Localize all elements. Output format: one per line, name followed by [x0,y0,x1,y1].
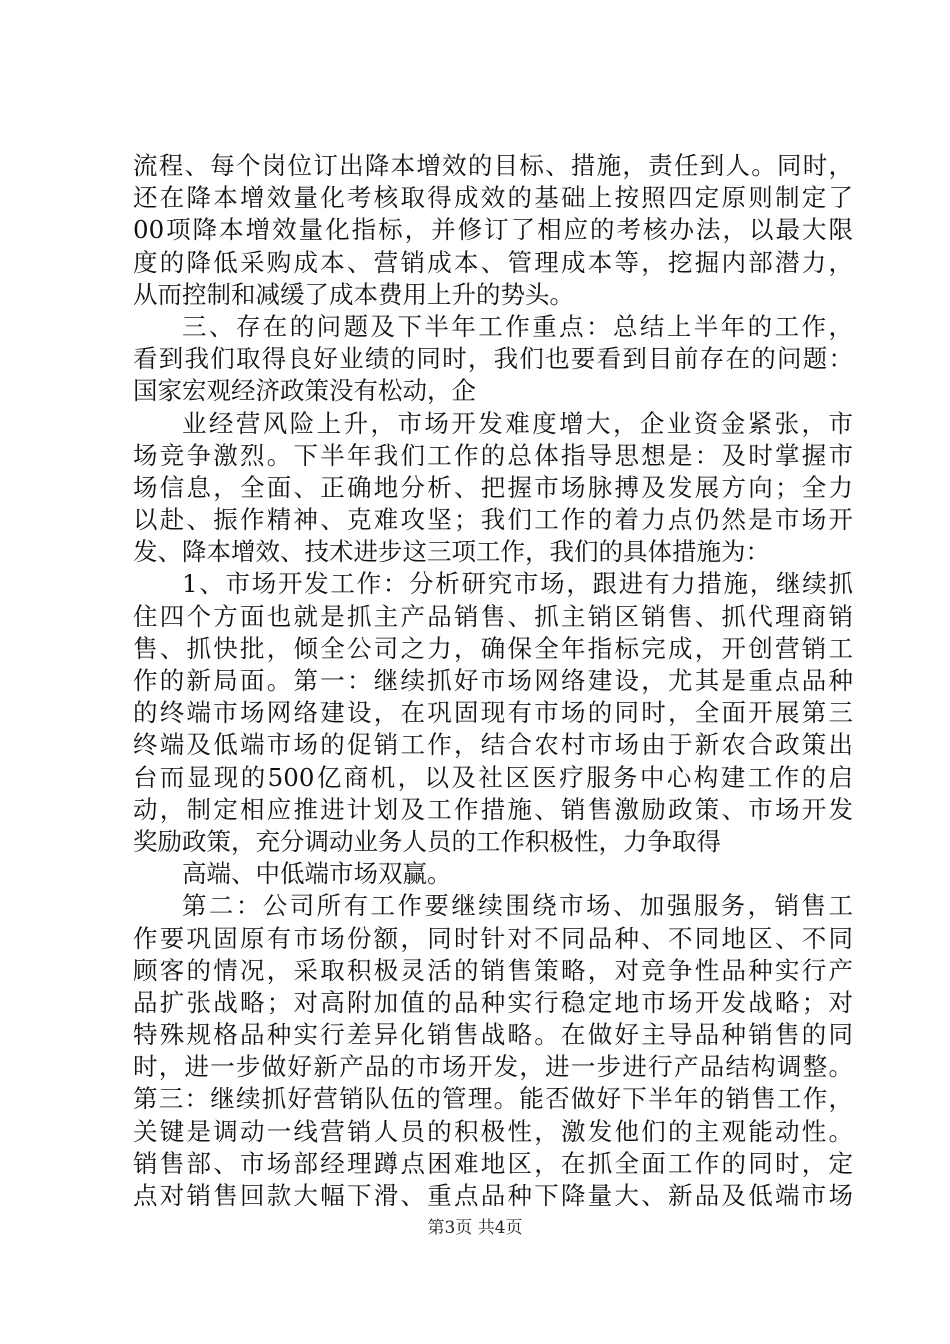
text-line: 特殊规格品种实行差异化销售战略。在做好主导品种销售的同 [133,1020,853,1050]
text-line: 奖励政策，充分调动业务人员的工作积极性，力争取得 [133,826,721,856]
paragraph-start-line: 业经营风险上升，市场开发难度增大，企业资金紧张，市 [182,408,853,438]
text-line: 销售部、市场部经理蹲点困难地区，在抓全面工作的同时，定 [133,1148,853,1178]
section-heading-line: 三、存在的问题及下半年工作重点：总结上半年的工作， [182,311,853,341]
text-line: 作的新局面。第一：继续抓好市场网络建设，尤其是重点品种 [133,666,853,695]
text-line: 00项降本增效量化指标，并修订了相应的考核办法，以最大限 [133,215,853,245]
text-line: 还在降本增效量化考核取得成效的基础上按照四定原则制定了 [133,183,853,213]
text-line: 度的降低采购成本、营销成本、管理成本等，挖掘内部潜力， [133,247,853,277]
paragraph-start-line: 1、市场开发工作：分析研究市场，跟进有力措施，继续抓 [182,569,853,599]
page-number-footer: 第3页 共4页 [427,1218,523,1238]
text-line: 场信息，全面、正确地分析、把握市场脉搏及发展方向；全力 [133,472,853,502]
text-line: 关键是调动一线营销人员的积极性，激发他们的主观能动性。 [133,1116,853,1146]
text-line: 第三：继续抓好营销队伍的管理。能否做好下半年的销售工作， [133,1084,853,1114]
text-line: 台而显现的500亿商机，以及社区医疗服务中心构建工作的启 [133,762,853,792]
text-line: 场竞争激烈。下半年我们工作的总体指导思想是：及时掌握市 [133,440,853,470]
text-line: 流程、每个岗位订出降本增效的目标、措施，责任到人。同时， [133,151,853,180]
paragraph-start-line: 高端、中低端市场双赢。 [182,859,452,889]
text-line: 看到我们取得良好业绩的同时，我们也要看到目前存在的问题： [133,344,853,374]
text-line: 顾客的情况，采取积极灵活的销售策略，对竞争性品种实行产 [133,955,853,985]
text-line: 住四个方面也就是抓主产品销售、抓主销区销售、抓代理商销 [133,601,853,631]
text-line: 的终端市场网络建设，在巩固现有市场的同时，全面开展第三 [133,698,853,728]
text-line: 点对销售回款大幅下滑、重点品种下降量大、新品及低端市场 [133,1181,853,1210]
text-line: 作要巩固原有市场份额，同时针对不同品种、不同地区、不同 [133,923,853,953]
text-line: 发、降本增效、技术进步这三项工作，我们的具体措施为： [133,537,770,567]
text-line: 售、抓快批，倾全公司之力，确保全年指标完成，开创营销工 [133,633,853,663]
text-line: 时，进一步做好新产品的市场开发，进一步进行产品结构调整。 [133,1052,853,1082]
text-line: 从而控制和减缓了成本费用上升的势头。 [133,279,574,309]
text-line: 动，制定相应推进计划及工作措施、销售激励政策、市场开发 [133,794,853,824]
text-line: 国家宏观经济政策没有松动，企 [133,376,476,406]
text-line: 终端及低端市场的促销工作，结合农村市场由于新农合政策出 [133,730,853,760]
document-body [133,150,853,1212]
text-line: 品扩张战略；对高附加值的品种实行稳定地市场开发战略；对 [133,987,853,1017]
paragraph-start-line: 第二：公司所有工作要继续围绕市场、加强服务，销售工 [182,891,853,921]
text-line: 以赴、振作精神、克难攻坚；我们工作的着力点仍然是市场开 [133,505,853,535]
